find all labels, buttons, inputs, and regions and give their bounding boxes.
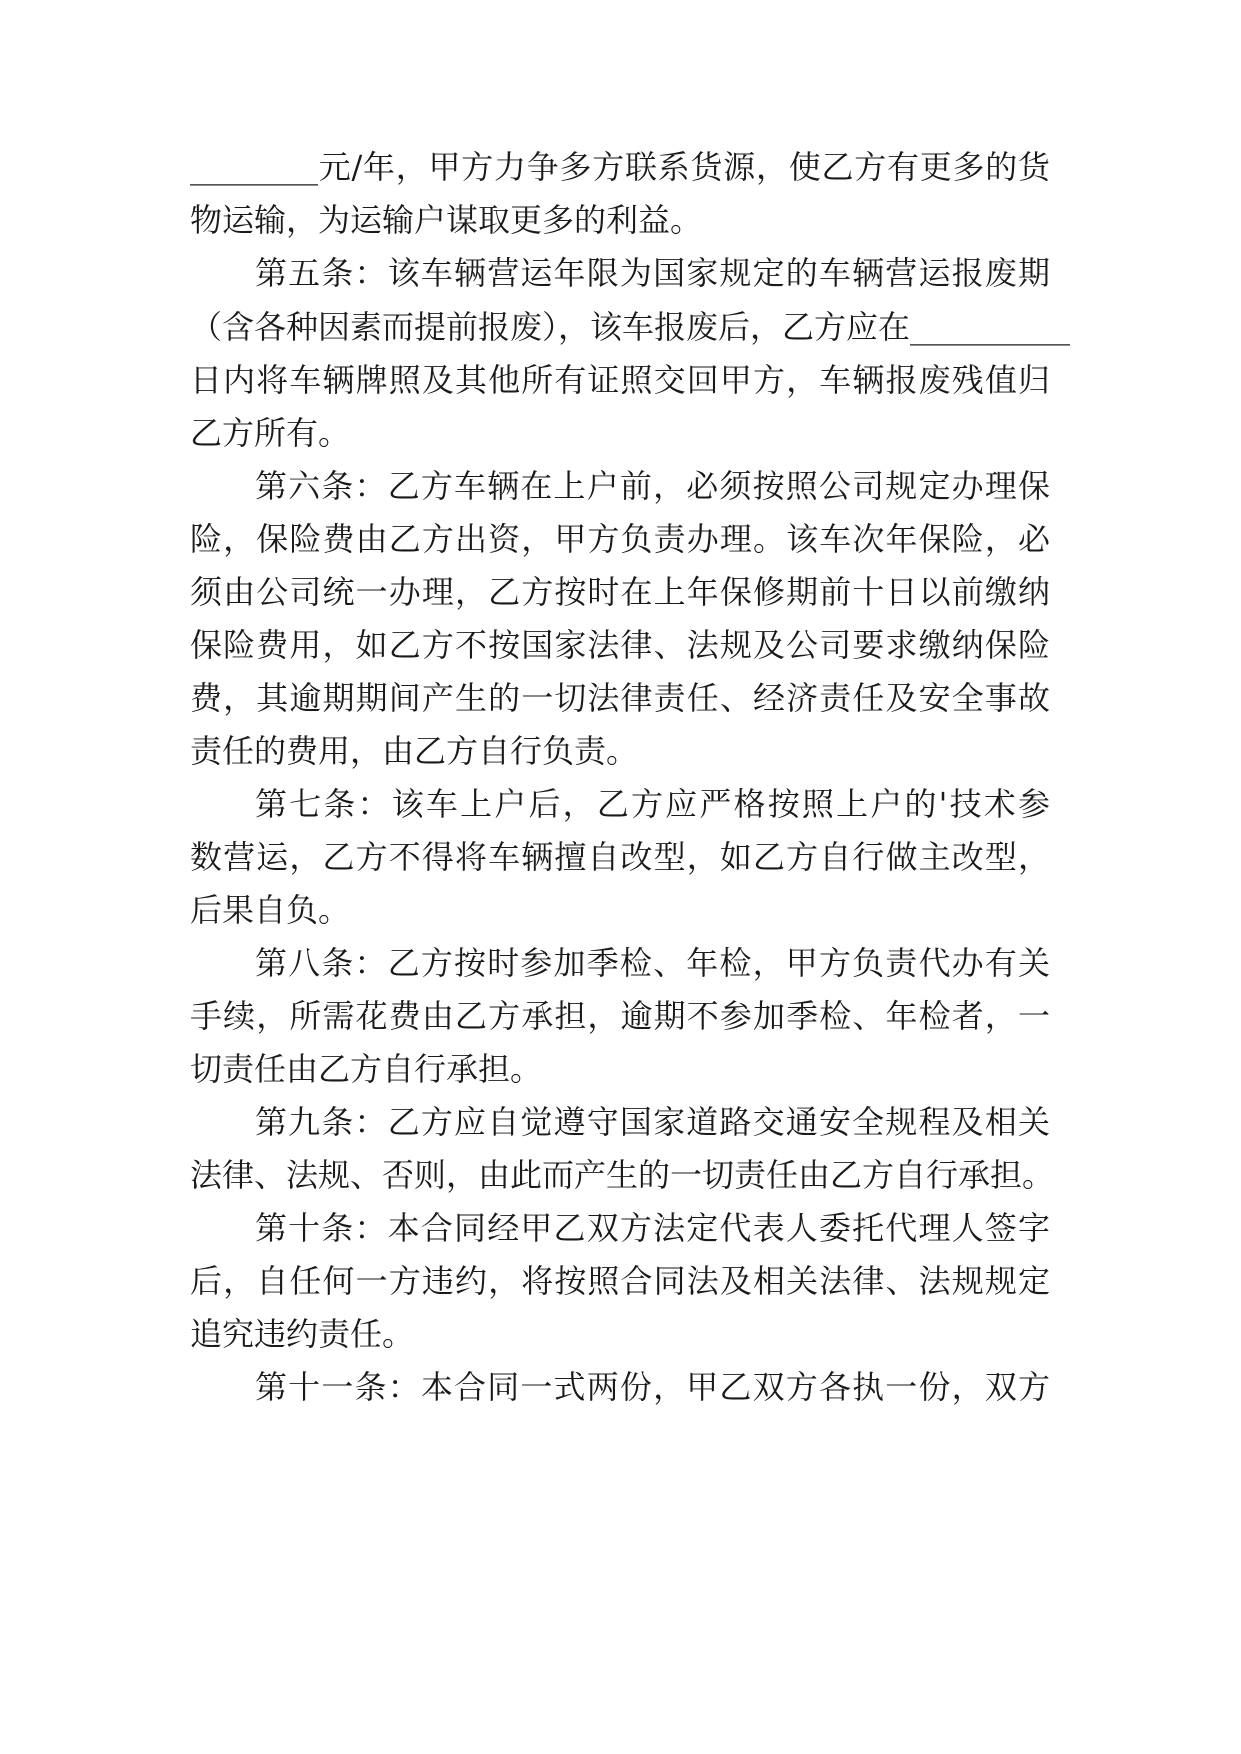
text-line: 法律、法规、否则，由此而产生的一切责任由乙方自行承担。 (190, 1156, 1055, 1194)
article-10-heading-line: 第十条：本合同经甲乙双方法定代表人委托代理人签字 (255, 1209, 1050, 1247)
text-line: 责任的费用，由乙方自行负责。 (190, 732, 639, 770)
text-line: 须由公司统一办理，乙方按时在上年保修期前十日以前缴纳 (190, 573, 1050, 611)
article-9-heading-line: 第九条：乙方应自觉遵守国家道路交通安全规程及相关 (255, 1103, 1050, 1141)
text-line: 切责任由乙方自行承担。 (190, 1050, 543, 1088)
text-line: 保险费用，如乙方不按国家法律、法规及公司要求缴纳保险 (190, 626, 1050, 664)
article-6-heading-line: 第六条：乙方车辆在上户前，必须按照公司规定办理保 (255, 467, 1050, 505)
text-line: ________元/年，甲方力争多方联系货源，使乙方有更多的货 (190, 148, 1050, 186)
text-line: 后，自任何一方违约，将按照合同法及相关法律、法规规定 (190, 1262, 1050, 1300)
article-8-heading-line: 第八条：乙方按时参加季检、年检，甲方负责代办有关 (255, 944, 1050, 982)
text-line: 物运输，为运输户谋取更多的利益。 (190, 201, 703, 239)
article-11-heading-line: 第十一条：本合同一式两份，甲乙双方各执一份，双方 (255, 1368, 1050, 1406)
text-line: 险，保险费由乙方出资，甲方负责办理。该车次年保险，必 (190, 520, 1050, 558)
text-line: 乙方所有。 (190, 414, 351, 452)
text-line: 手续，所需花费由乙方承担，逾期不参加季检、年检者，一 (190, 997, 1050, 1035)
text-line: 追究违约责任。 (190, 1315, 415, 1353)
text-line: 费，其逾期期间产生的一切法律责任、经济责任及安全事故 (190, 679, 1050, 717)
text-line: （含各种因素而提前报废），该车报废后，乙方应在__________ (190, 308, 1071, 346)
text-line: 数营运，乙方不得将车辆擅自改型，如乙方自行做主改型， (190, 838, 1050, 876)
article-5-heading-line: 第五条：该车辆营运年限为国家规定的车辆营运报废期 (255, 254, 1050, 292)
text-line: 后果自负。 (190, 891, 351, 929)
article-7-heading-line: 第七条：该车上户后，乙方应严格按照上户的'技术参 (255, 785, 1050, 823)
text-line: 日内将车辆牌照及其他所有证照交回甲方，车辆报废残值归 (190, 361, 1050, 399)
